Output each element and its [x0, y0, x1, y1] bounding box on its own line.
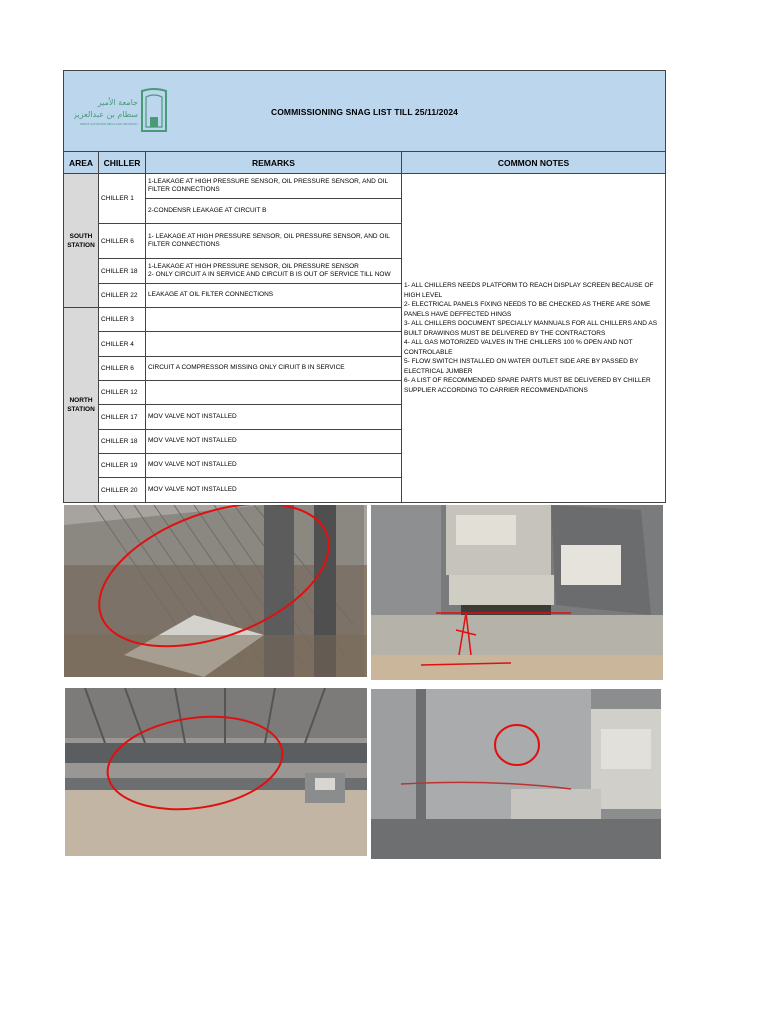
- remark-cell: MOV VALVE NOT INSTALLED: [146, 454, 402, 478]
- chiller-cell: CHILLER 17: [99, 405, 146, 430]
- photo-chiller-frame: [65, 688, 367, 856]
- chiller-cell: CHILLER 19: [99, 454, 146, 478]
- note-item: 6- A LIST OF RECOMMENDED SPARE PARTS MUST BE DELIVERED BY CHILLER SUPPLIER ACCORDING TO CARRIER RECOMMENDATIONS: [404, 377, 651, 394]
- common-notes-cell: [402, 174, 666, 503]
- remark-cell: [146, 259, 402, 284]
- photo-condenser-leak: [64, 505, 367, 677]
- remark-cell: 1-LEAKAGE AT HIGH PRESSURE SENSOR, OIL PRESSURE SENSOR, AND OIL FILTER CONNECTIONS: [146, 174, 402, 199]
- snag-table: [63, 70, 666, 503]
- column-header-common-notes: COMMON NOTES: [402, 152, 666, 174]
- note-item: 2- ELECTRICAL PANELS FIXING NEEDS TO BE CHECKED AS THERE ARE SOME PANELS HAVE DEFFECTED HINGS: [404, 301, 651, 318]
- remark-cell: LEAKAGE AT OIL FILTER CONNECTIONS: [146, 284, 402, 308]
- photo-electrical-panel: [371, 505, 663, 680]
- chiller-cell: CHILLER 3: [99, 308, 146, 332]
- remark-cell: [146, 332, 402, 357]
- column-header-remarks: REMARKS: [146, 152, 402, 174]
- remark-cell: 1- LEAKAGE AT HIGH PRESSURE SENSOR, OIL PRESSURE SENSOR, AND OIL FILTER CONNECTIONS: [146, 224, 402, 259]
- column-header-area: AREA: [64, 152, 99, 174]
- logo-text-en: PRINCE SATTAM BIN ABDULAZIZ UNIVERSITY: [80, 123, 138, 126]
- area-label: NORTH: [69, 397, 93, 404]
- chiller-cell: CHILLER 18: [99, 430, 146, 454]
- snag-list-document: [63, 70, 665, 503]
- logo-text-ar-2: سطام بن عبدالعزيز: [74, 110, 138, 119]
- table-row: [64, 174, 666, 199]
- remark-cell: [146, 381, 402, 405]
- note-item: 5- FLOW SWITCH INSTALLED ON WATER OUTLET SIDE ARE BY PASSED BY ELECTRICAL JUMBER: [404, 358, 639, 375]
- note-item: 1- ALL CHILLERS NEEDS PLATFORM TO REACH DISPLAY SCREEN BECAUSE OF HIGH LEVEL: [404, 282, 654, 299]
- note-item: 3- ALL CHILLERS DOCUMENT SPECIALLY MANNUALS FOR ALL CHILLERS AND AS BUILT DRAWINGS MUST BE DELIVERED BY THE CONTRACTORS: [404, 320, 658, 337]
- remark-cell: CIRCUIT A COMPRESSOR MISSING ONLY CIRUIT B IN SERVICE: [146, 357, 402, 381]
- remark-cell: MOV VALVE NOT INSTALLED: [146, 405, 402, 430]
- chiller-cell: CHILLER 12: [99, 381, 146, 405]
- chiller-cell: CHILLER 22: [99, 284, 146, 308]
- document-header: [64, 71, 666, 152]
- document-title: COMMISSIONING SNAG LIST TILL 25/11/2024: [270, 107, 458, 117]
- chiller-cell: CHILLER 20: [99, 478, 146, 503]
- chiller-cell: CHILLER 1: [99, 174, 146, 224]
- area-label: SOUTH: [69, 232, 93, 240]
- column-header-chiller: CHILLER: [99, 152, 146, 174]
- area-label: STATION: [67, 406, 95, 413]
- remark-line: 2- ONLY CIRCUIT A IN SERVICE AND CIRCUIT B IS OUT OF SERVICE TILL NOW: [148, 271, 391, 278]
- chiller-cell: CHILLER 6: [99, 224, 146, 259]
- chiller-cell: CHILLER 4: [99, 332, 146, 357]
- area-north-station: [64, 308, 99, 503]
- area-south-station: [64, 174, 99, 308]
- note-item: 4- ALL GAS MOTORIZED VALVES IN THE CHILLERS 100 % OPEN AND NOT CONTROLABLE: [404, 339, 633, 356]
- logo-text-ar-1: جامعة الأمير: [97, 98, 138, 107]
- area-label: STATION: [67, 241, 95, 249]
- remark-cell: MOV VALVE NOT INSTALLED: [146, 478, 402, 503]
- remark-line: 1-LEAKAGE AT HIGH PRESSURE SENSOR, OIL PRESSURE SENSOR: [148, 262, 359, 270]
- chiller-cell: CHILLER 6: [99, 357, 146, 381]
- chiller-cell: CHILLER 18: [99, 259, 146, 284]
- remark-cell: [146, 308, 402, 332]
- photo-flow-switch: [371, 689, 661, 859]
- remark-cell: 2-CONDENSR LEAKAGE AT CIRCUIT B: [146, 199, 402, 224]
- remark-cell: MOV VALVE NOT INSTALLED: [146, 430, 402, 454]
